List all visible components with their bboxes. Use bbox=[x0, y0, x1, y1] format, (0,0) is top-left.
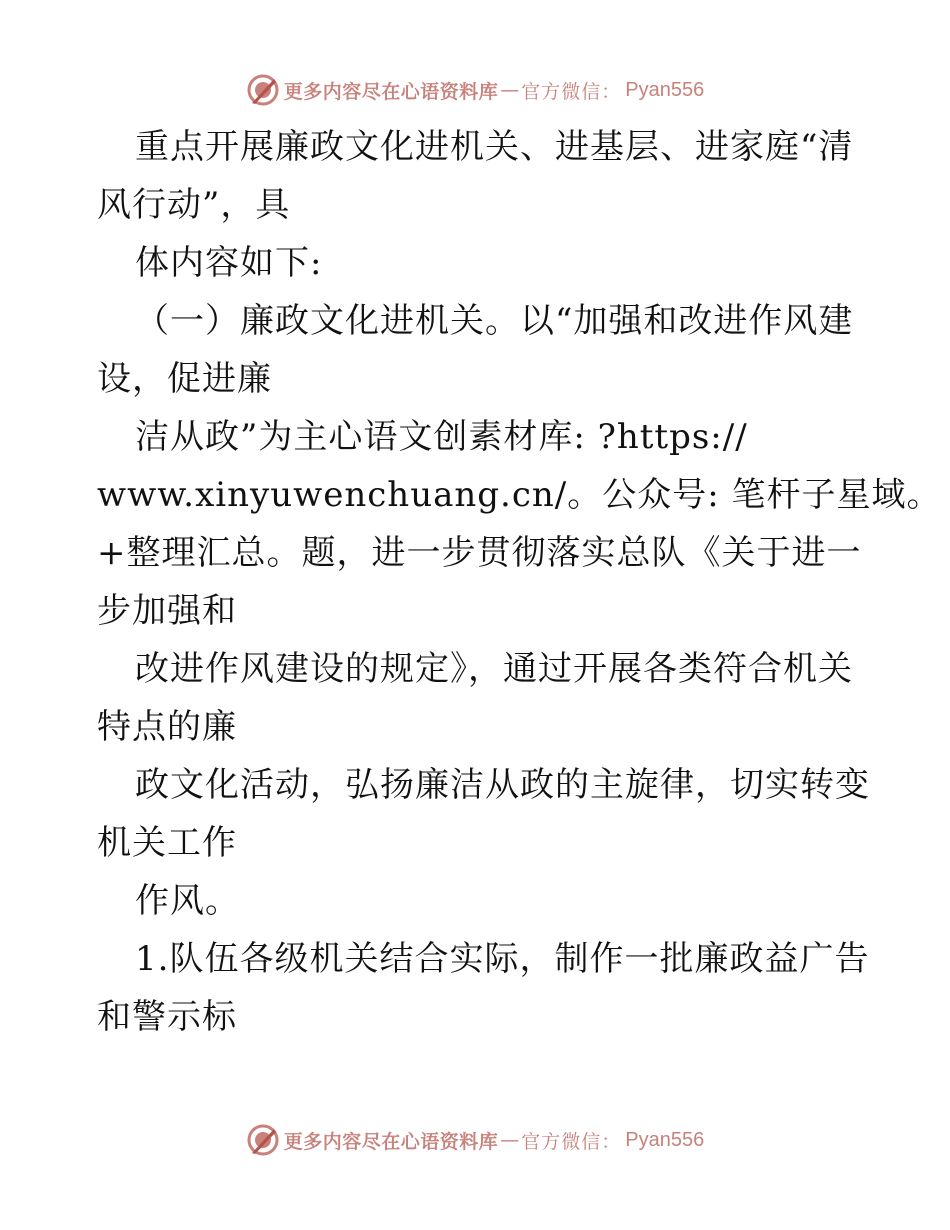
header-brand-text: 更多内容尽在心语资料库 bbox=[283, 80, 499, 103]
header-separator: — bbox=[500, 79, 520, 101]
body-line: 1.队伍各级机关结合实际，制作一批廉政益广告 bbox=[135, 939, 870, 979]
body-line: 洁从政”为主心语文创素材库: ?https:// bbox=[135, 417, 748, 457]
header-wechat-id: Pyan556 bbox=[625, 78, 705, 101]
body-line: +整理汇总。题，进一步贯彻落实总队《关于进一 bbox=[97, 533, 862, 573]
header-wechat-label: 官方微信： bbox=[521, 80, 622, 103]
body-line: 设，促进廉 bbox=[97, 359, 272, 399]
footer-wechat-label: 官方微信： bbox=[521, 1130, 622, 1153]
body-line: （一）廉政文化进机关。以“加强和改进作风建 bbox=[135, 301, 854, 341]
footer-wechat-id: Pyan556 bbox=[625, 1128, 705, 1151]
body-line: 改进作风建设的规定》，通过开展各类符合机关 bbox=[135, 649, 853, 689]
body-line: 风行动”，具 bbox=[97, 185, 291, 225]
body-line: 作风。 bbox=[135, 881, 240, 921]
quill-logo-icon bbox=[246, 1123, 280, 1157]
header-watermark-banner bbox=[0, 70, 950, 110]
footer-separator: — bbox=[500, 1129, 520, 1151]
body-line: 政文化活动，弘扬廉洁从政的主旋律，切实转变 bbox=[135, 765, 870, 805]
footer-watermark-banner bbox=[0, 1120, 950, 1160]
body-line: 重点开展廉政文化进机关、进基层、进家庭“清 bbox=[135, 127, 854, 167]
body-line: 特点的廉 bbox=[97, 707, 237, 747]
footer-brand-text: 更多内容尽在心语资料库 bbox=[283, 1130, 499, 1153]
document-body bbox=[97, 118, 942, 1046]
body-line: 体内容如下: bbox=[135, 243, 323, 283]
body-line: www.xinyuwenchuang.cn/。公众号: 笔杆子星域。 bbox=[97, 475, 942, 515]
quill-logo-icon bbox=[246, 73, 280, 107]
body-line: 和警示标 bbox=[97, 997, 237, 1037]
body-line: 机关工作 bbox=[97, 823, 237, 863]
body-line: 步加强和 bbox=[97, 591, 237, 631]
